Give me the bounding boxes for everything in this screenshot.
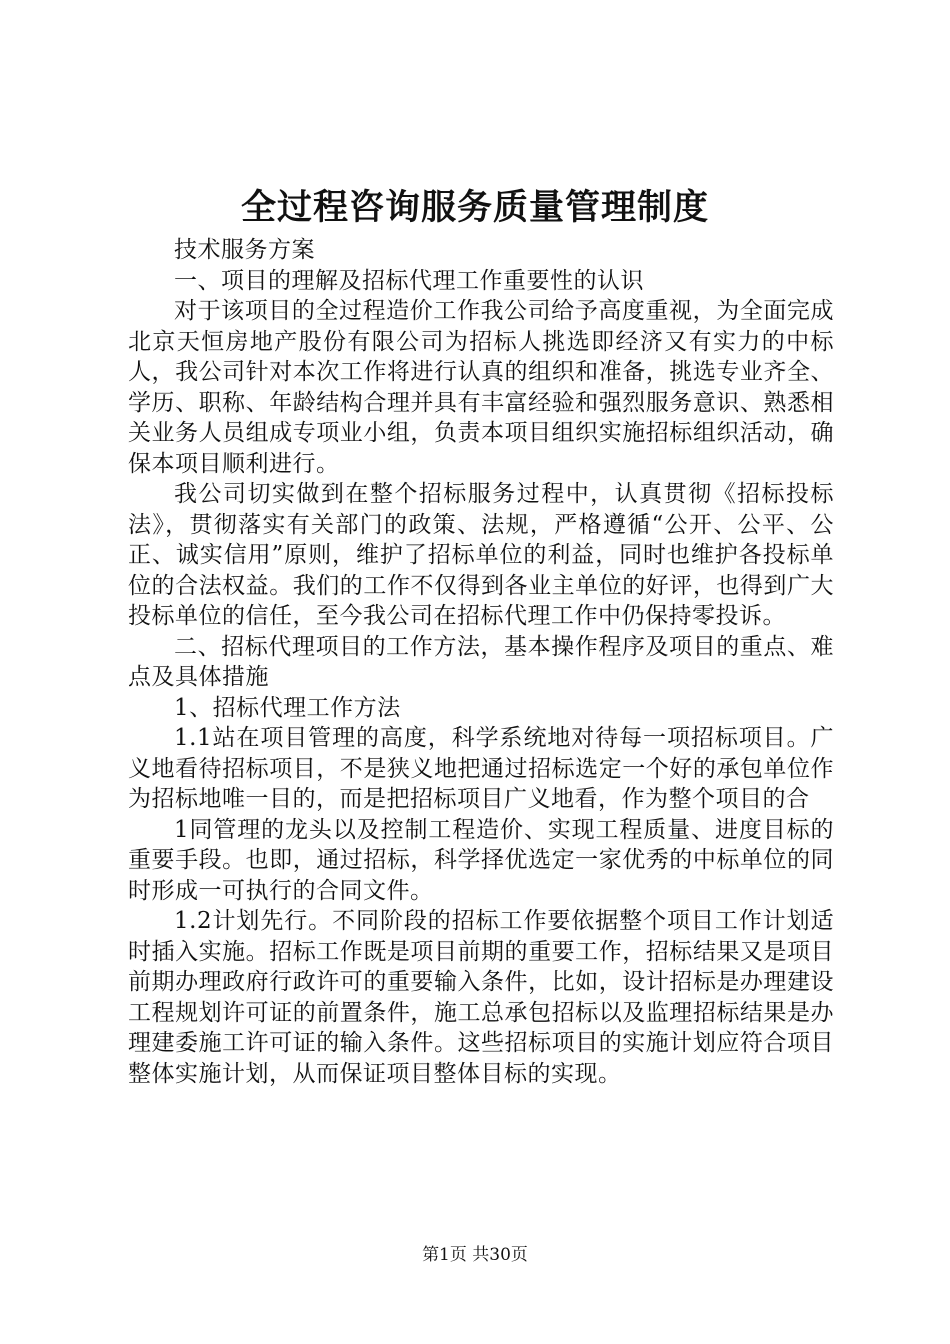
- paragraph-body: 我公司切实做到在整个招标服务过程中，认真贯彻《招标投标法》，贯彻落实有关部门的政策、法规，严格遵循“公开、公平、公正、诚实信用”原则，维护了招标单位的利益，同时也维护各投标单位的合法权益。我们的工作不仅得到各业主单位的好评，也得到广大投标单位的信任，至今我公司在招标代理工作中仍保持零投诉。: [128, 481, 834, 629]
- page-title: 全过程咨询服务质量管理制度: [240, 187, 709, 228]
- paragraph-body: 对于该项目的全过程造价工作我公司给予高度重视，为全面完成北京天恒房地产股份有限公司为招标人挑选即经济又有实力的中标人，我公司针对本次工作将进行认真的组织和准备，挑选专业齐全、学历、职称、年龄结构合理并具有丰富经验和强烈服务意识、熟悉相关业务人员组成专项业小组，负责本项目组织实施招标组织活动，确保本项目顺利进行。: [128, 298, 834, 477]
- paragraph-section-2-heading: 二、招标代理项目的工作方法，基本操作程序及项目的重点、难点及具体措施: [128, 633, 834, 690]
- paragraph-section-1-heading: 一、项目的理解及招标代理工作重要性的认识: [174, 267, 644, 294]
- document-body: [128, 235, 834, 1089]
- paragraph-body: 1同管理的龙头以及控制工程造价、实现工程质量、进度目标的重要手段。也即，通过招标，科学择优选定一家优秀的中标单位的同时形成一可执行的合同文件。: [128, 816, 834, 904]
- paragraph-body: 1.2计划先行。不同阶段的招标工作要依据整个项目工作计划适时插入实施。招标工作既是项目前期的重要工作，招标结果又是项目前期办理政府行政许可的重要输入条件，比如，设计招标是办理建设工程规划许可证的前置条件，施工总承包招标以及监理招标结果是办理建委施工许可证的输入条件。这些招标项目的实施计划应符合项目整体实施计划，从而保证项目整体目标的实现。: [128, 908, 834, 1087]
- page-number-footer: 第1页 共30页: [422, 1245, 528, 1265]
- paragraph-subsection-heading: 1、招标代理工作方法: [174, 694, 401, 721]
- paragraph-heading-plan: 技术服务方案: [174, 237, 315, 263]
- paragraph-body: 1.1站在项目管理的高度，科学系统地对待每一项招标项目。广义地看待招标项目，不是狭义地把通过招标选定一个好的承包单位作为招标地唯一目的，而是把招标项目广义地看，作为整个项目的合: [128, 725, 834, 812]
